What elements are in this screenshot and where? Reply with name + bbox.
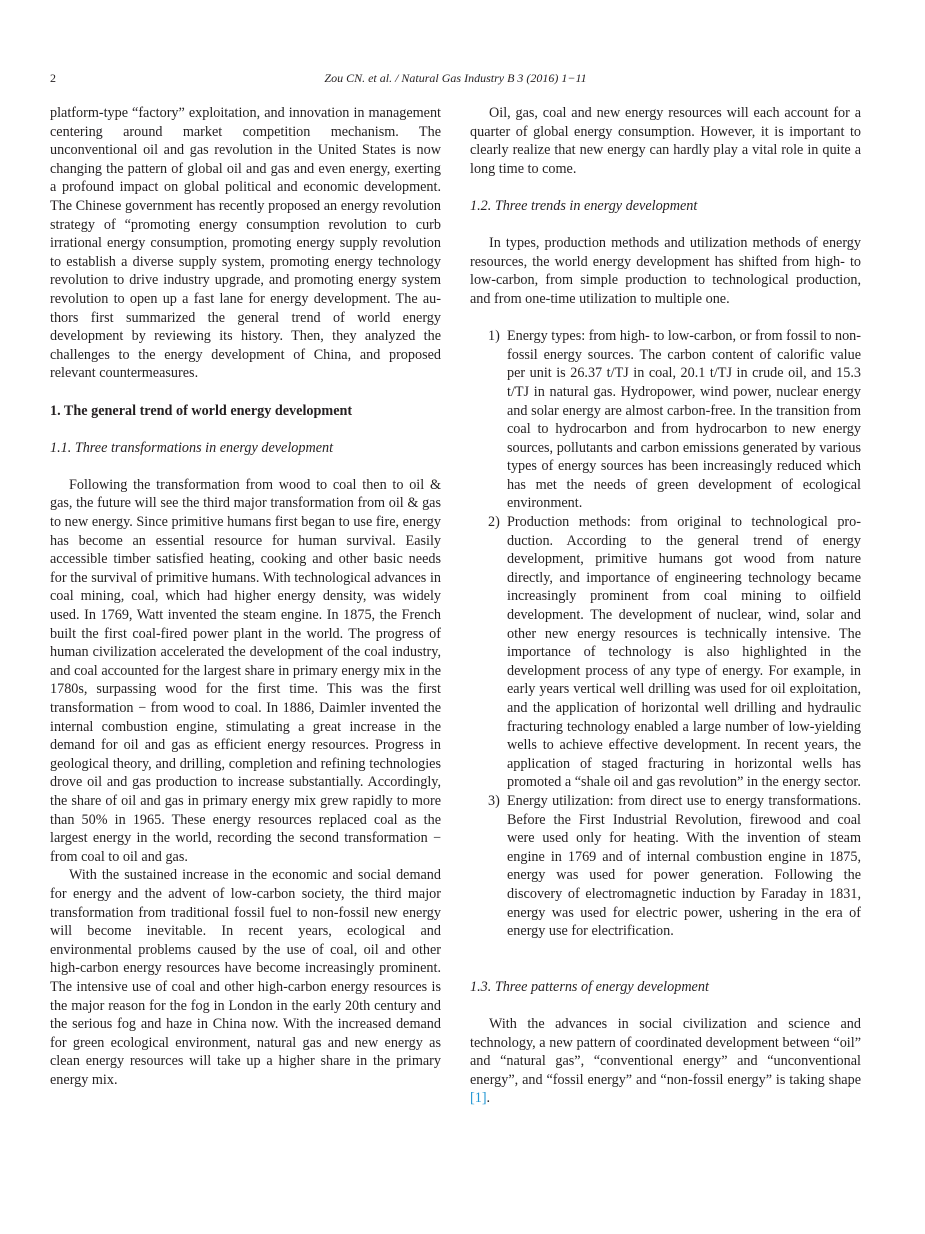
subsection-heading-1-3: 1.3. Three patterns of energy development bbox=[470, 978, 709, 995]
paragraph-patterns-end: . bbox=[486, 1090, 491, 1107]
page-number: 2 bbox=[50, 71, 56, 85]
paragraph-transformations: Following the transformation from wood to coal then to oil & gas, the future will see the third major transformation from oil & gas to new energy. Since primitive humans first began to use fire, energy has become an essential resource for human survival. Easily accessible timber satisfied heating, cooking and other basic needs for the survival of primitive humans. With technological advances in coal mining, coal, which had higher energy density, was widely used. In 1769, Watt invented the steam engine. In 1875, the French built the first coal-fired power plant in the world. The progress of human civilization accelerated the development of the coal industry, and coal accounted for the largest share in primary energy mix in the 1780s, surpassing wood for the first time. This was the first transformation − from wood to coal. In 1886, Daimler invented the internal combustion engine, stimulating a great increase in the demand for oil and gas as efficient energy resources. Progress in geological theory, and drilling, completion and refining technologies drove oil and gas production to increase substantially. Accordingly, the share of oil and gas in primary energy mix grew rapidly to more than 50% in 1965. These energy resources replaced coal as the largest energy in the world, recording the second transformation − from coal to oil and gas. bbox=[50, 476, 441, 865]
list-item-trend-3 bbox=[470, 792, 861, 941]
paragraph-patterns bbox=[470, 1015, 861, 1108]
trends-list bbox=[470, 327, 861, 941]
list-item-number: 1) bbox=[488, 328, 500, 345]
intro-continuation-paragraph: platform-type “factory” exploitation, and innovation in management centering around market competition mechanism. The unconventional oil and gas revolution in the United States is now changing the pattern of global oil and gas and even energy, exerting a profound impact on global political and economic development. The Chinese government has recently proposed an energy revolution strategy of “promoting energy consumption revolution to curb irrational energy consumption, promoting energy supply revolution to establish a diverse supply system, promoting energy technology revolution to drive industry upgrade, and promoting energy system revolution to open up a fast lane for energy development. The authors first summarized the general trend of world energy development by reviewing its history. Then, they analyzed the challenges to the energy development of China, and proposed relevant countermeasures. bbox=[50, 105, 441, 382]
list-item-trend-1 bbox=[470, 327, 861, 513]
subsection-heading-1-1: 1.1. Three transformations in energy development bbox=[50, 439, 334, 456]
list-item-trend-2 bbox=[470, 513, 861, 792]
journal-citation: Zou CN. et al. / Natural Gas Industry B 3 (2016) 1−11 bbox=[324, 71, 587, 85]
paragraph-energy-share: Oil, gas, coal and new energy resources will each account for a quarter of global energy consumption. However, it is important to clearly realize that new energy can hardly play a vital role in quite a long time to come. bbox=[470, 105, 861, 177]
right-column bbox=[470, 104, 861, 1108]
paragraph-trends-intro: In types, production methods and utilization methods of energy resources, the world energy development has shifted from high- to low-carbon, from simple production to technological production, and from one-time utilization to multiple one. bbox=[470, 235, 861, 307]
section-heading-1: 1. The general trend of world energy development bbox=[50, 402, 353, 419]
left-column bbox=[50, 104, 441, 1089]
list-item-number: 3) bbox=[488, 792, 500, 809]
list-item-number: 2) bbox=[488, 514, 500, 531]
list-item-text: Energy utilization: from direct use to energy transformations. Before the First Industrial Revolution, firewood and coal were used only for heating. With the invention of steam engine in 1769 and of internal combustion engine in 1875, energy was used for power generation. Following the discovery of electromagnetic induction by Faraday in 1831, energy was used for electric power, ushering in the era of energy use for electrification. bbox=[507, 792, 861, 940]
list-item-text: Production methods: from original to technological production. According to the general trend of energy development, primitive humans got wood from nature directly, and importance of engineering technology became increasingly prominent from coal mining to oilfield development. The development of nuclear, wind, solar and other new energy resources is technically intensive. The importance of technology is also highlighted in the development process of any type of energy. For example, in early years vertical well drilling was used for oil exploitation, and the application of horizontal well drilling and hydraulic fracturing technology enabled a large number of low-yielding wells to achieve effective development. In recent years, the application of staged fracturing in horizontal wells has promoted a “shale oil and gas revolution” in the energy sector. bbox=[507, 514, 861, 791]
list-item-text: Energy types: from high- to low-carbon, or from fossil to non-fossil energy sources. The carbon content of calorific value per unit is 26.37 t/TJ in coal, 20.1 t/TJ in crude oil, and 15.3 t/TJ in natural gas. Hydropower, wind power, nuclear energy and solar energy are almost carbon-free. In the transition from coal to hydrocarbon and from hydrocarbon to new energy sources, pollutants and carbon emissions generated by various types of energy sources has been increasingly reduced which has met the needs of green development of ecological environment. bbox=[507, 328, 861, 512]
subsection-heading-1-2: 1.2. Three trends in energy development bbox=[470, 197, 698, 214]
paragraph-third-transformation: With the sustained increase in the economic and social demand for energy and the advent of low-carbon society, the third major transformation from traditional fossil fuel to non-fossil new energy will become inevitable. In recent years, ecological and environmental problems caused by the use of coal, oil and other high-carbon energy resources have become increasingly prominent. The intensive use of coal and other high-carbon energy resources is the major reason for the fog in London in the early 20th century and the serious fog and haze in China now. With the increased demand for green ecological environment, natural gas and new energy as clean energy resources will take up a higher share in the primary energy mix. bbox=[50, 867, 441, 1088]
running-header bbox=[50, 71, 861, 89]
paragraph-patterns-text: With the advances in social civilization and science and technology, a new pattern of coordinated development between “oil” and “natural gas”, “conventional energy” and “unconventional energy”, and “fossil energy” and “non-fossil energy” is taking shape bbox=[470, 1016, 861, 1088]
citation-link-1[interactable]: [1] bbox=[470, 1090, 487, 1107]
